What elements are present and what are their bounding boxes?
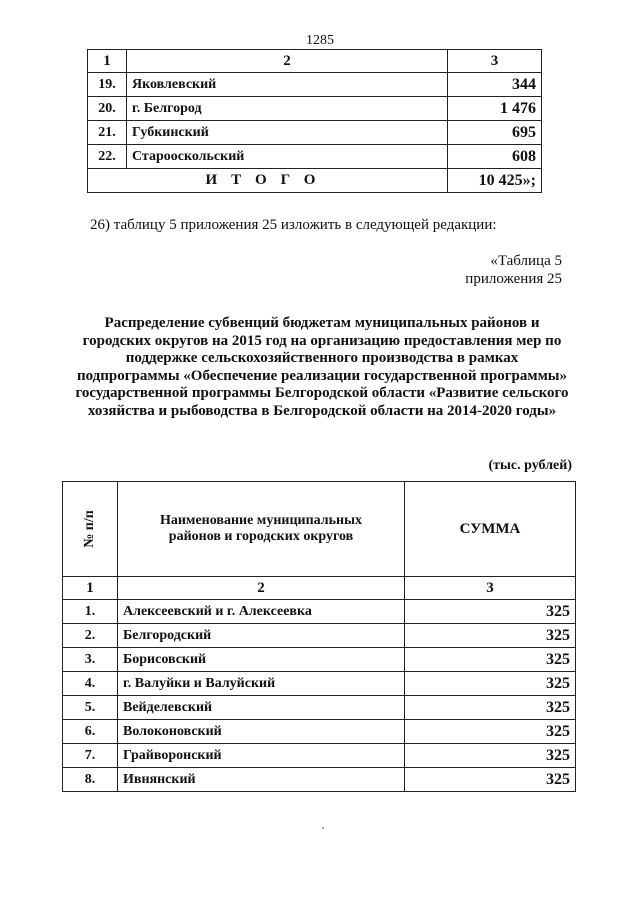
title-line: поддержке сельскохозяйственного производства в рамках <box>125 350 519 366</box>
header-name-line: Наименование муниципальных <box>159 513 363 528</box>
row-name: Вейделевский <box>118 696 405 720</box>
unit-label: (тыс. рублей) <box>488 458 572 473</box>
row-number: 6. <box>63 720 118 744</box>
header-cell-name <box>118 482 405 577</box>
header-cell-sum: СУММА <box>405 482 576 577</box>
column-number: 3 <box>405 577 576 600</box>
row-number: 20. <box>88 97 127 121</box>
table-row <box>63 672 576 696</box>
row-sum: 695 <box>448 121 542 145</box>
column-number: 1 <box>63 577 118 600</box>
header-cell-number <box>63 482 118 577</box>
table-row <box>63 600 576 624</box>
row-sum: 325 <box>405 624 576 648</box>
table-row <box>63 768 576 792</box>
total-row <box>88 169 542 193</box>
table-header-row <box>88 50 542 73</box>
table-row <box>63 720 576 744</box>
table-top <box>87 49 542 193</box>
table-main <box>62 481 576 792</box>
row-name: Волоконовский <box>118 720 405 744</box>
total-value: 10 425»; <box>448 169 542 193</box>
header-cell: 3 <box>448 50 542 73</box>
document-title <box>62 315 582 420</box>
column-number-row <box>63 577 576 600</box>
header-cell: 1 <box>88 50 127 73</box>
title-line: городских округов на 2015 год на организацию предоставления мер по <box>82 332 562 349</box>
page-number: 1285 <box>306 33 334 48</box>
row-name: Белгородский <box>118 624 405 648</box>
row-name: Яковлевский <box>127 73 448 97</box>
table-row <box>63 744 576 768</box>
row-sum: 325 <box>405 672 576 696</box>
row-number: 4. <box>63 672 118 696</box>
instruction-paragraph: 26) таблицу 5 приложения 25 изложить в следующей редакции: <box>90 217 497 233</box>
table-row <box>63 696 576 720</box>
table-row <box>88 73 542 97</box>
row-sum: 325 <box>405 720 576 744</box>
row-number: 1. <box>63 600 118 624</box>
title-line: государственной программы Белгородской области «Развитие сельского <box>75 385 569 401</box>
row-name: г. Валуйки и Валуйский <box>118 672 405 696</box>
row-sum: 325 <box>405 744 576 768</box>
row-name: Губкинский <box>127 121 448 145</box>
row-name: Старооскольский <box>127 145 448 169</box>
row-name: Ивнянский <box>118 768 405 792</box>
row-number: 3. <box>63 648 118 672</box>
table-row <box>63 648 576 672</box>
header-cell: 2 <box>127 50 448 73</box>
row-number: 19. <box>88 73 127 97</box>
table-header-row <box>63 482 576 577</box>
row-number: 2. <box>63 624 118 648</box>
scan-speck <box>322 827 324 829</box>
row-sum: 325 <box>405 600 576 624</box>
table-reference-line: «Таблица 5 <box>490 253 562 269</box>
row-number: 5. <box>63 696 118 720</box>
table-row <box>88 121 542 145</box>
row-number: 22. <box>88 145 127 169</box>
table-row <box>63 624 576 648</box>
total-label: ИТОГО <box>88 169 448 193</box>
column-number: 2 <box>118 577 405 600</box>
row-name: Борисовский <box>118 648 405 672</box>
row-number: 8. <box>63 768 118 792</box>
table-row <box>88 145 542 169</box>
row-name: г. Белгород <box>127 97 448 121</box>
row-sum: 325 <box>405 696 576 720</box>
row-number: 7. <box>63 744 118 768</box>
row-name: Грайворонский <box>118 744 405 768</box>
row-sum: 1 476 <box>448 97 542 121</box>
table-reference <box>465 252 562 288</box>
table-row <box>88 97 542 121</box>
row-sum: 344 <box>448 73 542 97</box>
title-line: хозяйства и рыбоводства в Белгородской области на 2014-2020 годы» <box>87 402 557 419</box>
row-sum: 325 <box>405 768 576 792</box>
title-line: Распределение субвенций бюджетам муниципальных районов и <box>104 315 540 331</box>
header-number-label: № п/п <box>82 510 97 548</box>
row-sum: 608 <box>448 145 542 169</box>
row-number: 21. <box>88 121 127 145</box>
title-line: подпрограммы «Обеспечение реализации государственной программы» <box>76 367 568 384</box>
row-sum: 325 <box>405 648 576 672</box>
header-name-line: районов и городских округов <box>168 529 354 544</box>
row-name: Алексеевский и г. Алексеевка <box>118 600 405 624</box>
table-reference-line: приложения 25 <box>465 271 562 287</box>
